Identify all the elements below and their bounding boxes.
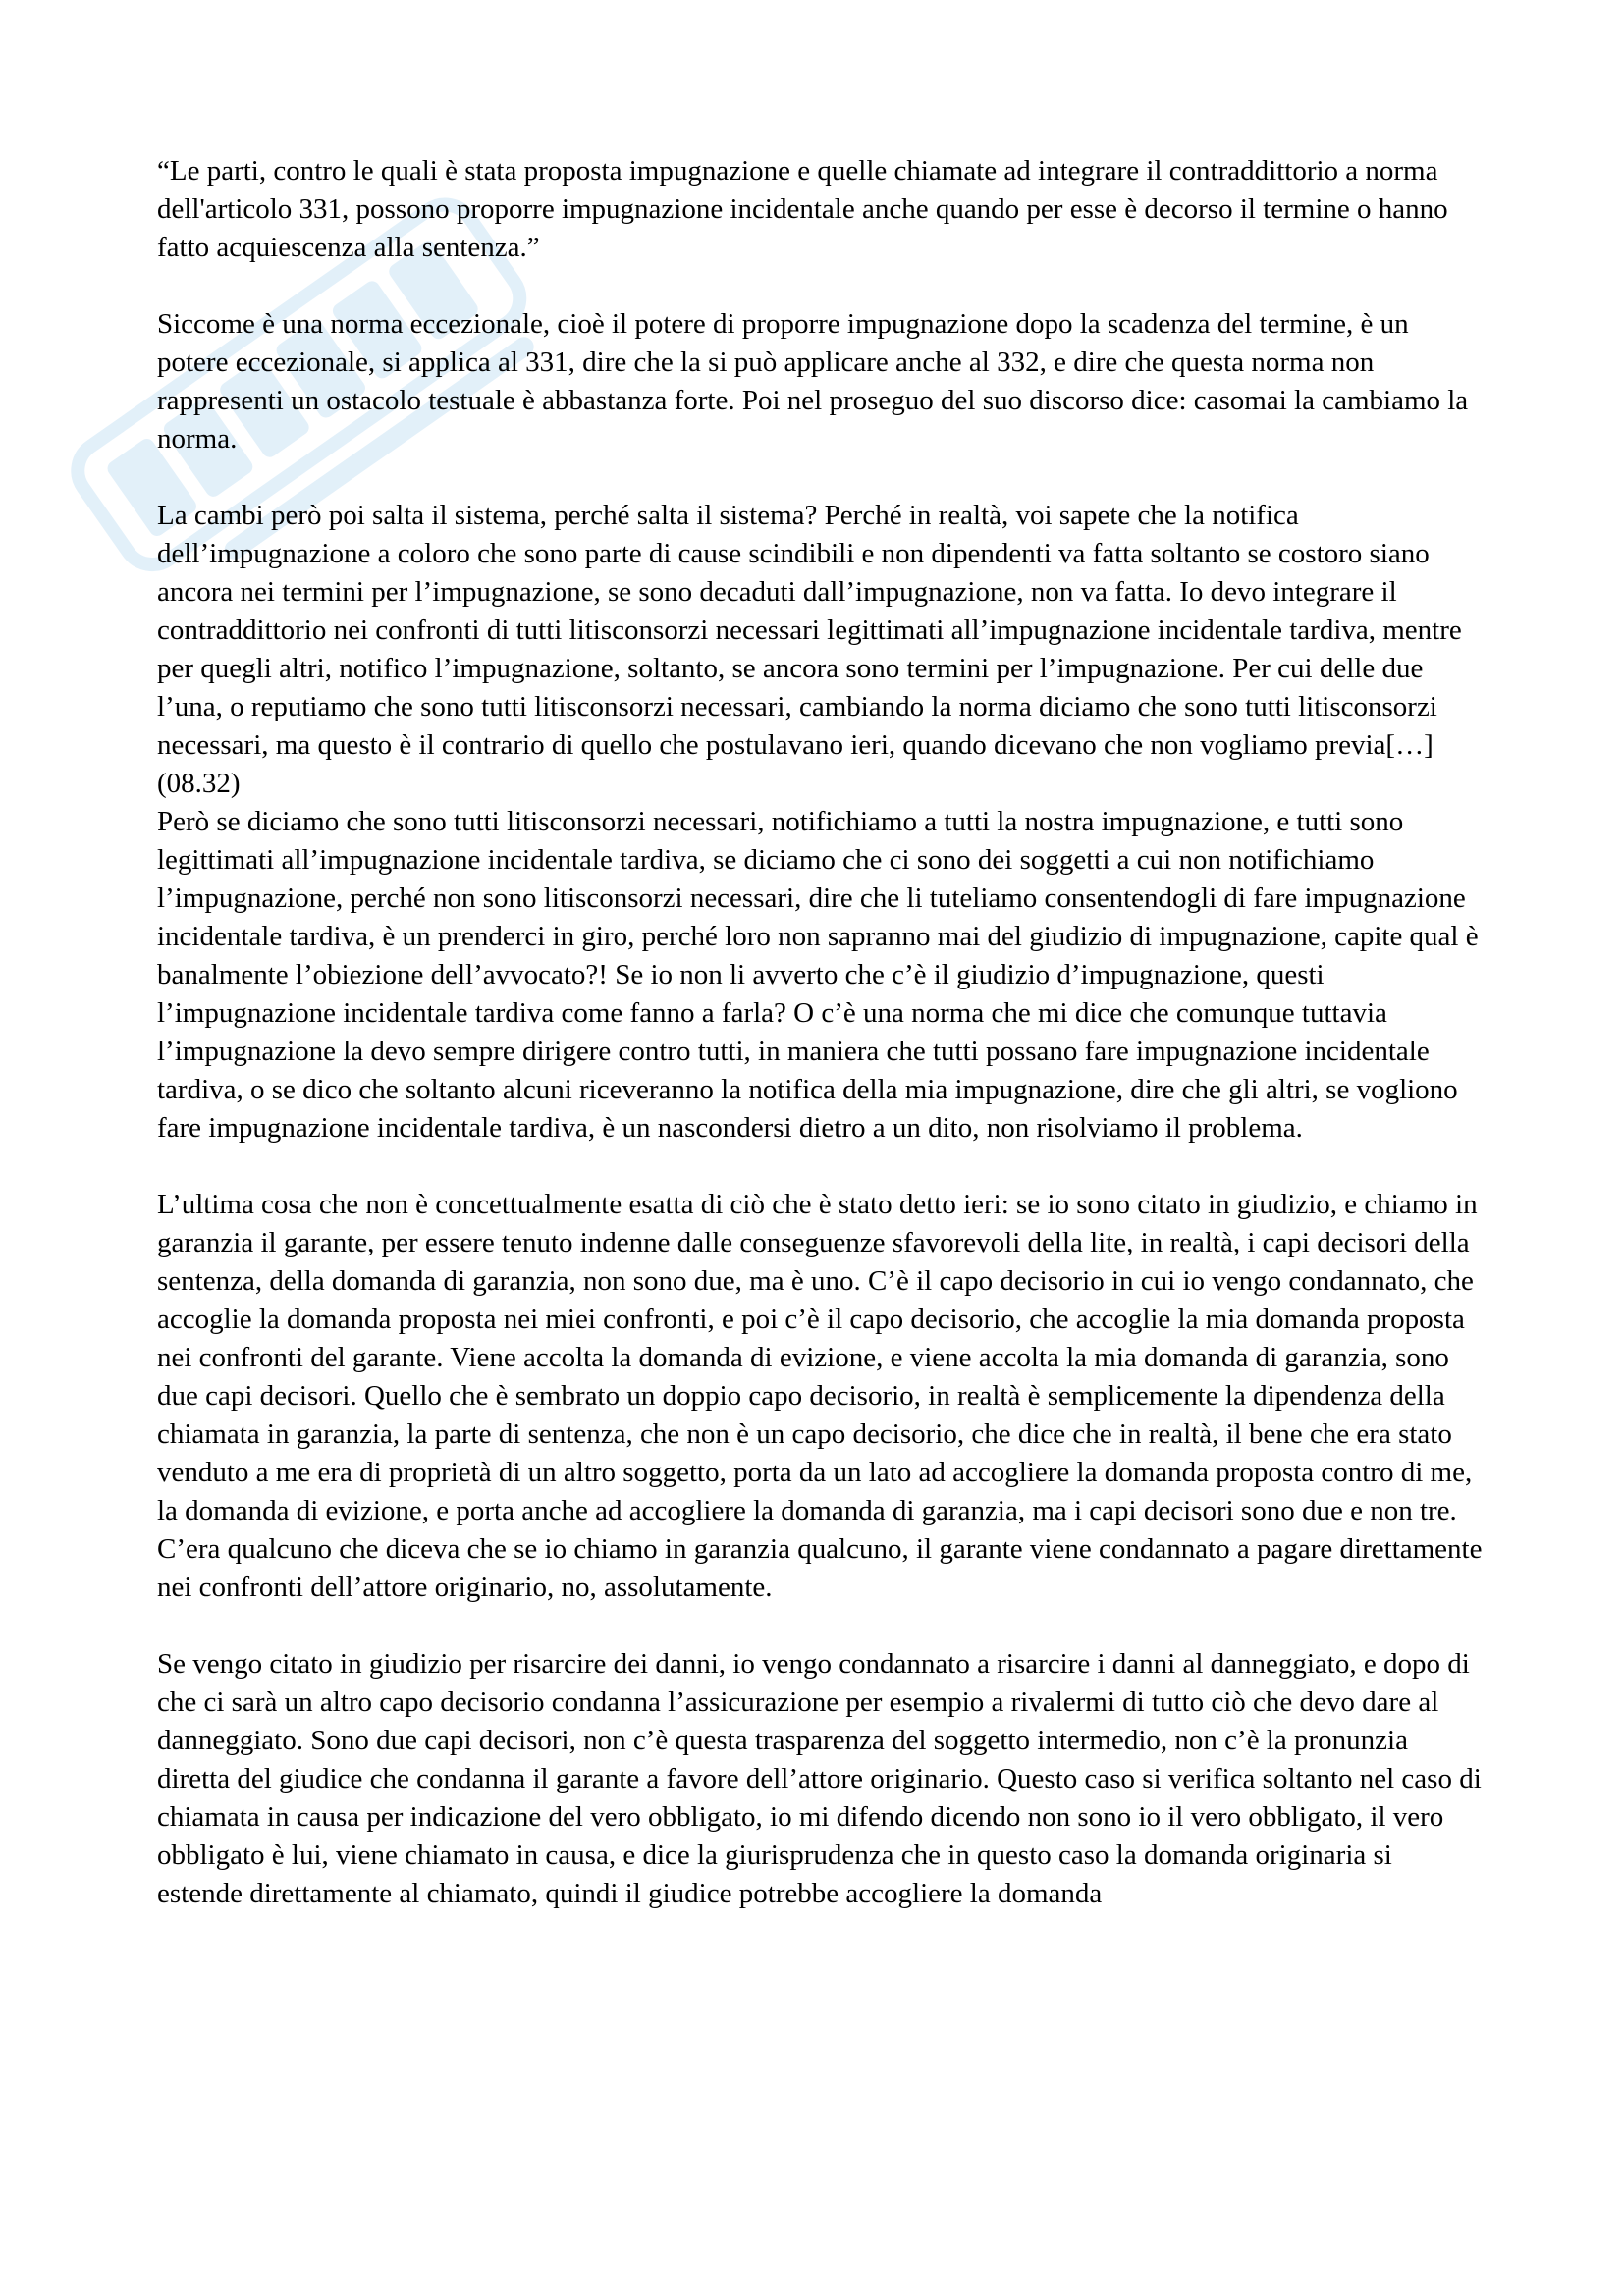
document-body	[157, 152, 1483, 1951]
paragraph-litisconsorzi: Però se diciamo che sono tutti litisconsorzi necessari, notifichiamo a tutti la nostra impugnazione, e tutti sono legittimati all’impugnazione incidentale tardiva, se diciamo che ci sono dei soggetti a cui non notifichiamo l’impugnazione, perché non sono litisconsorzi necessari, dire che li tuteliamo consentendogli di fare impugnazione incidentale tardiva, è un prenderci in giro, perché loro non sapranno mai del giudizio di impugnazione, capite qual è banalmente l’obiezione dell’avvocato?! Se io non li avverto che c’è il giudizio d’impugnazione, questi l’impugnazione incidentale tardiva come fanno a farla? O c’è una norma che mi dice che comunque tuttavia l’impugnazione la devo sempre dirigere contro tutti, in maniera che tutti possano fare impugnazione incidentale tardiva, o se dico che soltanto alcuni riceveranno la notifica della mia impugnazione, dire che gli altri, se vogliono fare impugnazione incidentale tardiva, è un nascondersi dietro a un dito, non risolviamo il problema.	[157, 806, 1479, 1144]
paragraph-norma-eccezionale: Siccome è una norma eccezionale, cioè il potere di proporre impugnazione dopo la scadenza del termine, è un potere eccezionale, si applica al 331, dire che la si può applicare anche al 332, e dire che questa norma non rappresenti un ostacolo testuale è abbastanza forte. Poi nel proseguo del suo discorso dice: casomai la cambiamo la norma.	[157, 308, 1469, 454]
paragraph-sistema: La cambi però poi salta il sistema, perché salta il sistema? Perché in realtà, voi sapete che la notifica dell’impugnazione a coloro che sono parte di cause scindibili e non dipendenti va fatta soltanto se costoro siano ancora nei termini per l’impugnazione, se sono decaduti dall’impugnazione, non va fatta. Io devo integrare il contraddittorio nei confronti di tutti litisconsorzi necessari legittimati all’impugnazione incidentale tardiva, mentre per quegli altri, notifico l’impugnazione, soltanto, se ancora sono termini per l’impugnazione. Per cui delle due l’una, o reputiamo che sono tutti litisconsorzi necessari, cambiando la norma diciamo che sono tutti litisconsorzi necessari, ma questo è il contrario di quello che postulavano ieri, quando dicevano che non vogliamo previa[…](08.32)	[157, 500, 1462, 799]
paragraph-risarcimento: Se vengo citato in giudizio per risarcire dei danni, io vengo condannato a risarcire i danni al danneggiato, e dopo di che ci sarà un altro capo decisorio condanna l’assicurazione per esempio a rivalermi di tutto ciò che devo dare al danneggiato. Sono due capi decisori, non c’è questa trasparenza del soggetto intermedio, non c’è la pronunzia diretta del giudice che condanna il garante a favore dell’attore originario. Questo caso si verifica soltanto nel caso di chiamata in causa per indicazione del vero obbligato, io mi difendo dicendo non sono io il vero obbligato, il vero obbligato è lui, viene chiamato in causa, e dice la giurisprudenza che in questo caso la domanda originaria si estende direttamente al chiamato, quindi il giudice potrebbe accogliere la domanda	[157, 1648, 1482, 1909]
paragraph-capi-decisori: L’ultima cosa che non è concettualmente esatta di ciò che è stato detto ieri: se io sono citato in giudizio, e chiamo in garanzia il garante, per essere tenuto indenne dalle conseguenze sfavorevoli della lite, in realtà, i capi decisori della sentenza, della domanda di garanzia, non sono due, ma è uno. C’è il capo decisorio in cui io vengo condannato, che accoglie la domanda proposta nei miei confronti, e poi c’è il capo decisorio, che accoglie la mia domanda proposta nei confronti del garante. Viene accolta la domanda di evizione, e viene accolta la mia domanda di garanzia, sono due capi decisori. Quello che è sembrato un doppio capo decisorio, in realtà è semplicemente la dipendenza della chiamata in garanzia, la parte di sentenza, che non è un capo decisorio, che dice che in realtà, il bene che era stato venduto a me era di proprietà di un altro soggetto, porta da un lato ad accogliere la domanda proposta contro di me, la domanda di evizione, e porta anche ad accogliere la domanda di garanzia, ma i capi decisori sono due e non tre. C’era qualcuno che diceva che se io chiamo in garanzia qualcuno, il garante viene condannato a pagare direttamente nei confronti dell’attore originario, no, assolutamente.	[157, 1189, 1483, 1603]
paragraph-quote: “Le parti, contro le quali è stata proposta impugnazione e quelle chiamate ad integrare il contraddittorio a norma dell'articolo 331, possono proporre impugnazione incidentale anche quando per esse è decorso il termine o hanno fatto acquiescenza alla sentenza.”	[157, 155, 1448, 263]
